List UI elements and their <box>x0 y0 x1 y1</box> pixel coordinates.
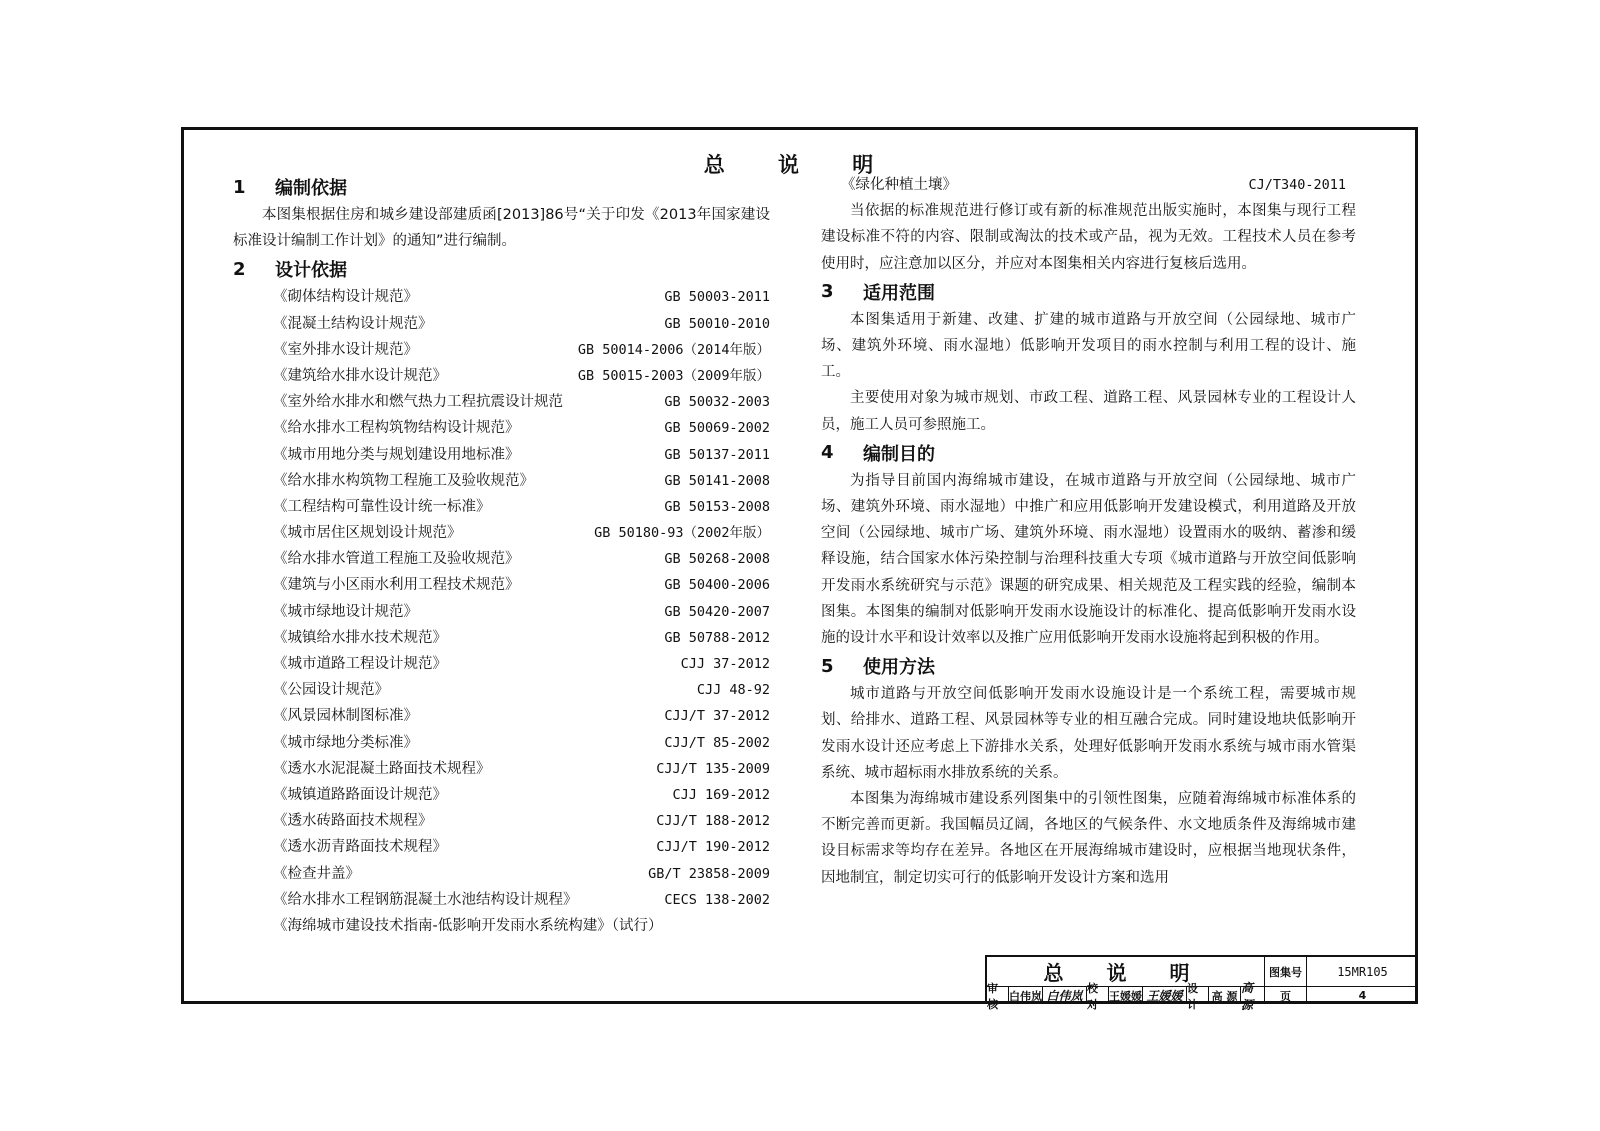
standard-name: 《城市绿地设计规范》 <box>273 603 418 620</box>
standard-code: GB 50420-2007 <box>664 603 770 620</box>
standard-row <box>821 172 1356 198</box>
section-title: 编制目的 <box>863 443 935 465</box>
standard-name: 《透水沥青路面技术规程》 <box>273 839 447 856</box>
section-heading-4 <box>821 438 1356 468</box>
standard-code: GB 50014-2006（2014年版） <box>577 341 770 358</box>
standard-code: CJ/T340-2011 <box>1248 177 1346 193</box>
standard-row <box>233 520 770 546</box>
standard-name: 《透水砖路面技术规程》 <box>273 813 433 830</box>
standard-name: 《给水排水构筑物工程施工及验收规范》 <box>273 472 534 489</box>
atlas-number: 15MR105 <box>1337 964 1388 979</box>
left-column <box>233 172 770 939</box>
standard-name: 《室外给水排水和燃气热力工程抗震设计规范 <box>273 394 563 411</box>
section-number: 2 <box>233 258 246 280</box>
standard-row <box>233 599 770 625</box>
section-3-paragraph-1: 本图集适用于新建、改建、扩建的城市道路与开放空间（公园绿地、城市广场、建筑外环境、雨水湿地）低影响开发项目的雨水控制与利用工程的设计、施工。 <box>821 311 1356 381</box>
standard-code: CECS 138-2002 <box>664 891 770 908</box>
standard-name: 《给水排水工程钢筋混凝土水池结构设计规程》 <box>273 891 578 908</box>
checker-signature: 王媛媛 <box>1143 987 1187 1004</box>
page-title: 总 说 明 <box>703 153 897 177</box>
standard-name: 《建筑给水排水设计规范》 <box>273 367 447 384</box>
section-heading-3 <box>821 277 1356 307</box>
section-title: 适用范围 <box>863 282 935 304</box>
standard-code: GB 50153-2008 <box>664 498 770 515</box>
standard-row <box>233 284 770 310</box>
standard-name: 《室外排水设计规范》 <box>273 341 418 358</box>
section-5-paragraph-2: 本图集为海绵城市建设系列图集中的引领性图集，应随着海绵城市标准体系的不断完善而更新。我国幅员辽阔，各地区的气候条件、水文地质条件及海绵城市建设目标需求等均存在差异。各地区在开展海绵城市建设时，应根据当地现状条件，因地制宜，制定切实可行的低影响开发设计方案和选用 <box>821 791 1356 886</box>
standard-row <box>233 834 770 860</box>
standard-row <box>233 311 770 337</box>
reviewer-signature: 白伟岚 <box>1043 987 1087 1004</box>
standard-name: 《城市绿地分类标准》 <box>273 734 418 751</box>
section-3-paragraph-2: 主要使用对象为城市规划、市政工程、道路工程、风景园林专业的工程设计人员，施工人员可参照施工。 <box>821 390 1356 433</box>
designer-signature: 高源 <box>1241 987 1265 1004</box>
standard-name: 《绿化种植土壤》 <box>841 177 957 193</box>
standard-code: CJJ/T 37-2012 <box>664 708 770 725</box>
standard-code: CJJ 48-92 <box>696 682 770 699</box>
standard-code: CJJ 169-2012 <box>672 786 770 803</box>
standard-name: 《城镇道路路面设计规范》 <box>273 786 447 803</box>
standard-name: 《海绵城市建设技术指南-低影响开发雨水系统构建》（试行） <box>273 917 663 934</box>
standard-code: GB/T 23858-2009 <box>648 865 770 882</box>
standard-name: 《城市用地分类与规划建设用地标准》 <box>273 446 520 463</box>
standard-code: GB 50010-2010 <box>664 315 770 332</box>
standard-code: GB 50141-2008 <box>664 472 770 489</box>
checker-name: 王媛媛 <box>1109 987 1143 1004</box>
section-title: 编制依据 <box>275 178 347 199</box>
reviewer-name: 白伟岚 <box>1009 987 1043 1004</box>
section-4-paragraph-1: 为指导目前国内海绵城市建设，在城市道路与开放空间（公园绿地、城市广场、建筑外环境、雨水湿地）中推广和应用低影响开发建设模式，利用道路及开放空间（公园绿地、城市广场、建筑外环境、雨水湿地）设置雨水的吸纳、蓄渗和缓释设施，结合国家水体污染控制与治理科技重大专项《城市道路与开放空间低影响开发雨水系统研究与示范》课题的研究成果、相关规范及工程实践的经验，编制本图集。本图集的编制对低影响开发雨水设施设计的标准化、提高低影响开发雨水设施的设计水平和设计效率以及推广应用低影响开发雨水设施将起到积极的作用。 <box>821 472 1356 647</box>
atlas-number-label: 图集号 <box>1265 957 1307 986</box>
standard-row <box>233 756 770 782</box>
standard-row <box>233 703 770 729</box>
standard-row <box>233 468 770 494</box>
standard-code: CJJ/T 190-2012 <box>656 839 770 856</box>
title-block-title: 总 说 明 <box>987 957 1265 986</box>
standard-row <box>233 572 770 598</box>
section-number: 5 <box>821 655 834 677</box>
standard-row <box>233 651 770 677</box>
standard-name: 《检查井盖》 <box>273 865 360 882</box>
standard-code: GB 50003-2011 <box>664 289 770 306</box>
standard-code: GB 50137-2011 <box>664 446 770 463</box>
review-label: 审核 <box>987 987 1009 1004</box>
standard-code: GB 50268-2008 <box>664 551 770 568</box>
standard-name: 《城市道路工程设计规范》 <box>273 656 447 673</box>
section-5-paragraph-1: 城市道路与开放空间低影响开发雨水设施设计是一个系统工程，需要城市规划、给排水、道路工程、风景园林等专业的相互融合完成。同时建设地块低影响开发雨水设计还应考虑上下游排水关系，处理好低影响开发雨水系统与城市雨水管渠系统、城市超标雨水排放系统的关系。 <box>821 686 1356 781</box>
standard-name: 《给水排水管道工程施工及验收规范》 <box>273 551 520 568</box>
title-block-bottom-row <box>987 980 1418 1012</box>
section-heading-1 <box>233 172 770 202</box>
section-heading-5 <box>821 651 1356 681</box>
standard-row <box>233 913 770 939</box>
standard-name: 《风景园林制图标准》 <box>273 708 418 725</box>
section-2-note: 当依据的标准规范进行修订或有新的标准规范出版实施时，本图集与现行工程建设标准不符的内容、限制或淘汰的技术或产品，视为无效。工程技术人员在参考使用时，应注意加以区分，并应对本图集相关内容进行复核后选用。 <box>821 203 1356 272</box>
designer-name: 高 源 <box>1209 987 1241 1004</box>
standard-code: CJJ 37-2012 <box>680 656 770 673</box>
standard-row <box>233 730 770 756</box>
section-number: 3 <box>821 281 834 303</box>
standard-code: CJJ/T 188-2012 <box>656 813 770 830</box>
standard-row <box>233 887 770 913</box>
standard-code: GB 50015-2003（2009年版） <box>577 367 770 384</box>
standard-code: CJJ/T 135-2009 <box>656 760 770 777</box>
title-block <box>985 955 1418 1012</box>
section-heading-2 <box>233 254 770 284</box>
standard-row <box>233 494 770 520</box>
standard-row <box>233 782 770 808</box>
page-label: 页 <box>1265 987 1307 1004</box>
page-number: 4 <box>1358 989 1367 1002</box>
standard-code: GB 50180-93（2002年版） <box>594 525 770 542</box>
standard-name: 《透水水泥混凝土路面技术规程》 <box>273 760 491 777</box>
standard-name: 《给水排水工程构筑物结构设计规范》 <box>273 420 520 437</box>
standard-code: CJJ/T 85-2002 <box>664 734 770 751</box>
standard-name: 《城镇给水排水技术规范》 <box>273 629 447 646</box>
standard-name: 《砌体结构设计规范》 <box>273 289 418 306</box>
standard-name: 《城市居住区规划设计规范》 <box>273 525 462 542</box>
standard-row <box>233 363 770 389</box>
standard-row <box>233 442 770 468</box>
standard-row <box>233 861 770 887</box>
section-number: 1 <box>233 176 246 198</box>
standard-code: GB 50069-2002 <box>664 420 770 437</box>
standard-code: GB 50400-2006 <box>664 577 770 594</box>
standard-row <box>233 625 770 651</box>
section-title: 使用方法 <box>863 657 935 679</box>
standard-name: 《建筑与小区雨水利用工程技术规范》 <box>273 577 520 594</box>
right-column <box>821 172 1356 891</box>
standard-row <box>233 677 770 703</box>
standard-name: 《工程结构可靠性设计统一标准》 <box>273 498 491 515</box>
standard-name: 《公园设计规范》 <box>273 682 389 699</box>
section-1-body: 本图集根据住房和城乡建设部建质函[2013]86号“关于印发《2013年国家建设标准设计编制工作计划》的通知”进行编制。 <box>233 207 770 250</box>
section-title: 设计依据 <box>275 260 347 282</box>
standards-list <box>233 284 770 939</box>
standard-row <box>233 808 770 834</box>
standard-row <box>233 415 770 441</box>
design-label: 设计 <box>1187 987 1209 1004</box>
standard-name: 《混凝土结构设计规范》 <box>273 315 433 332</box>
standard-row <box>233 337 770 363</box>
standard-code: GB 50032-2003 <box>664 394 770 411</box>
standard-code: GB 50788-2012 <box>664 629 770 646</box>
section-number: 4 <box>821 442 834 464</box>
standard-row <box>233 389 770 415</box>
standard-row <box>233 546 770 572</box>
check-label: 校对 <box>1087 987 1109 1004</box>
